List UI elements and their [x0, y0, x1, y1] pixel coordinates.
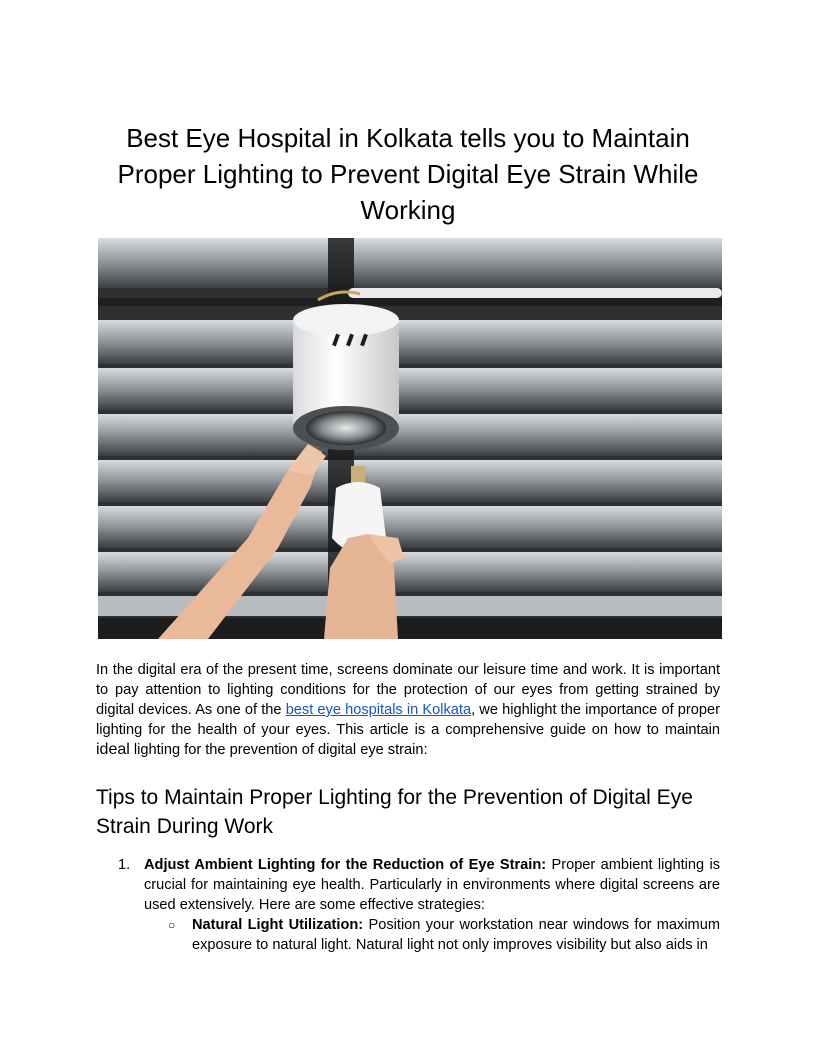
list-number: 1. — [118, 857, 131, 873]
ceiling-light-icon — [98, 238, 722, 639]
list-item-text: Proper ambient lighting is crucial for maintaining eye health. Particularly in environments where digital screens are used extensively. Here are some effective strategies: — [144, 857, 721, 913]
intro-text-2: , we highlight the importance of proper lighting for the health of your eyes. This article is a comprehensive guide on how to maintain — [96, 702, 720, 738]
intro-text-3: lighting for the prevention of digital eye strain: — [129, 742, 428, 758]
hollow-bullet-icon: ○ — [168, 918, 176, 932]
sub-list-item-text: Position your workstation near windows for maximum exposure to natural light. Natural light not only improves visibility but also aids in — [192, 917, 720, 953]
intro-ideal: ideal — [96, 741, 130, 758]
sub-list-item — [96, 915, 720, 955]
intro-text-1: In the digital era of the present time, screens dominate our leisure time and work. It is important to pay attention to lighting conditions for the protection of our eyes from getting strained by digital devices. As one of the — [96, 662, 720, 718]
ceiling-light-photo — [98, 238, 722, 639]
intro-paragraph — [96, 660, 720, 760]
section-heading: Tips to Maintain Proper Lighting for the Prevention of Digital Eye Strain During Work — [96, 786, 693, 838]
best-eye-hospitals-link[interactable]: best eye hospitals in Kolkata — [285, 702, 472, 718]
list-item-heading: Adjust Ambient Lighting for the Reduction of Eye Strain: — [144, 857, 547, 873]
list-item — [96, 855, 720, 915]
document-title: Best Eye Hospital in Kolkata tells you to Maintain Proper Lighting to Prevent Digital Eye Strain While Working — [117, 123, 699, 225]
tips-list — [96, 855, 720, 955]
sub-list-item-heading: Natural Light Utilization: — [192, 917, 364, 933]
